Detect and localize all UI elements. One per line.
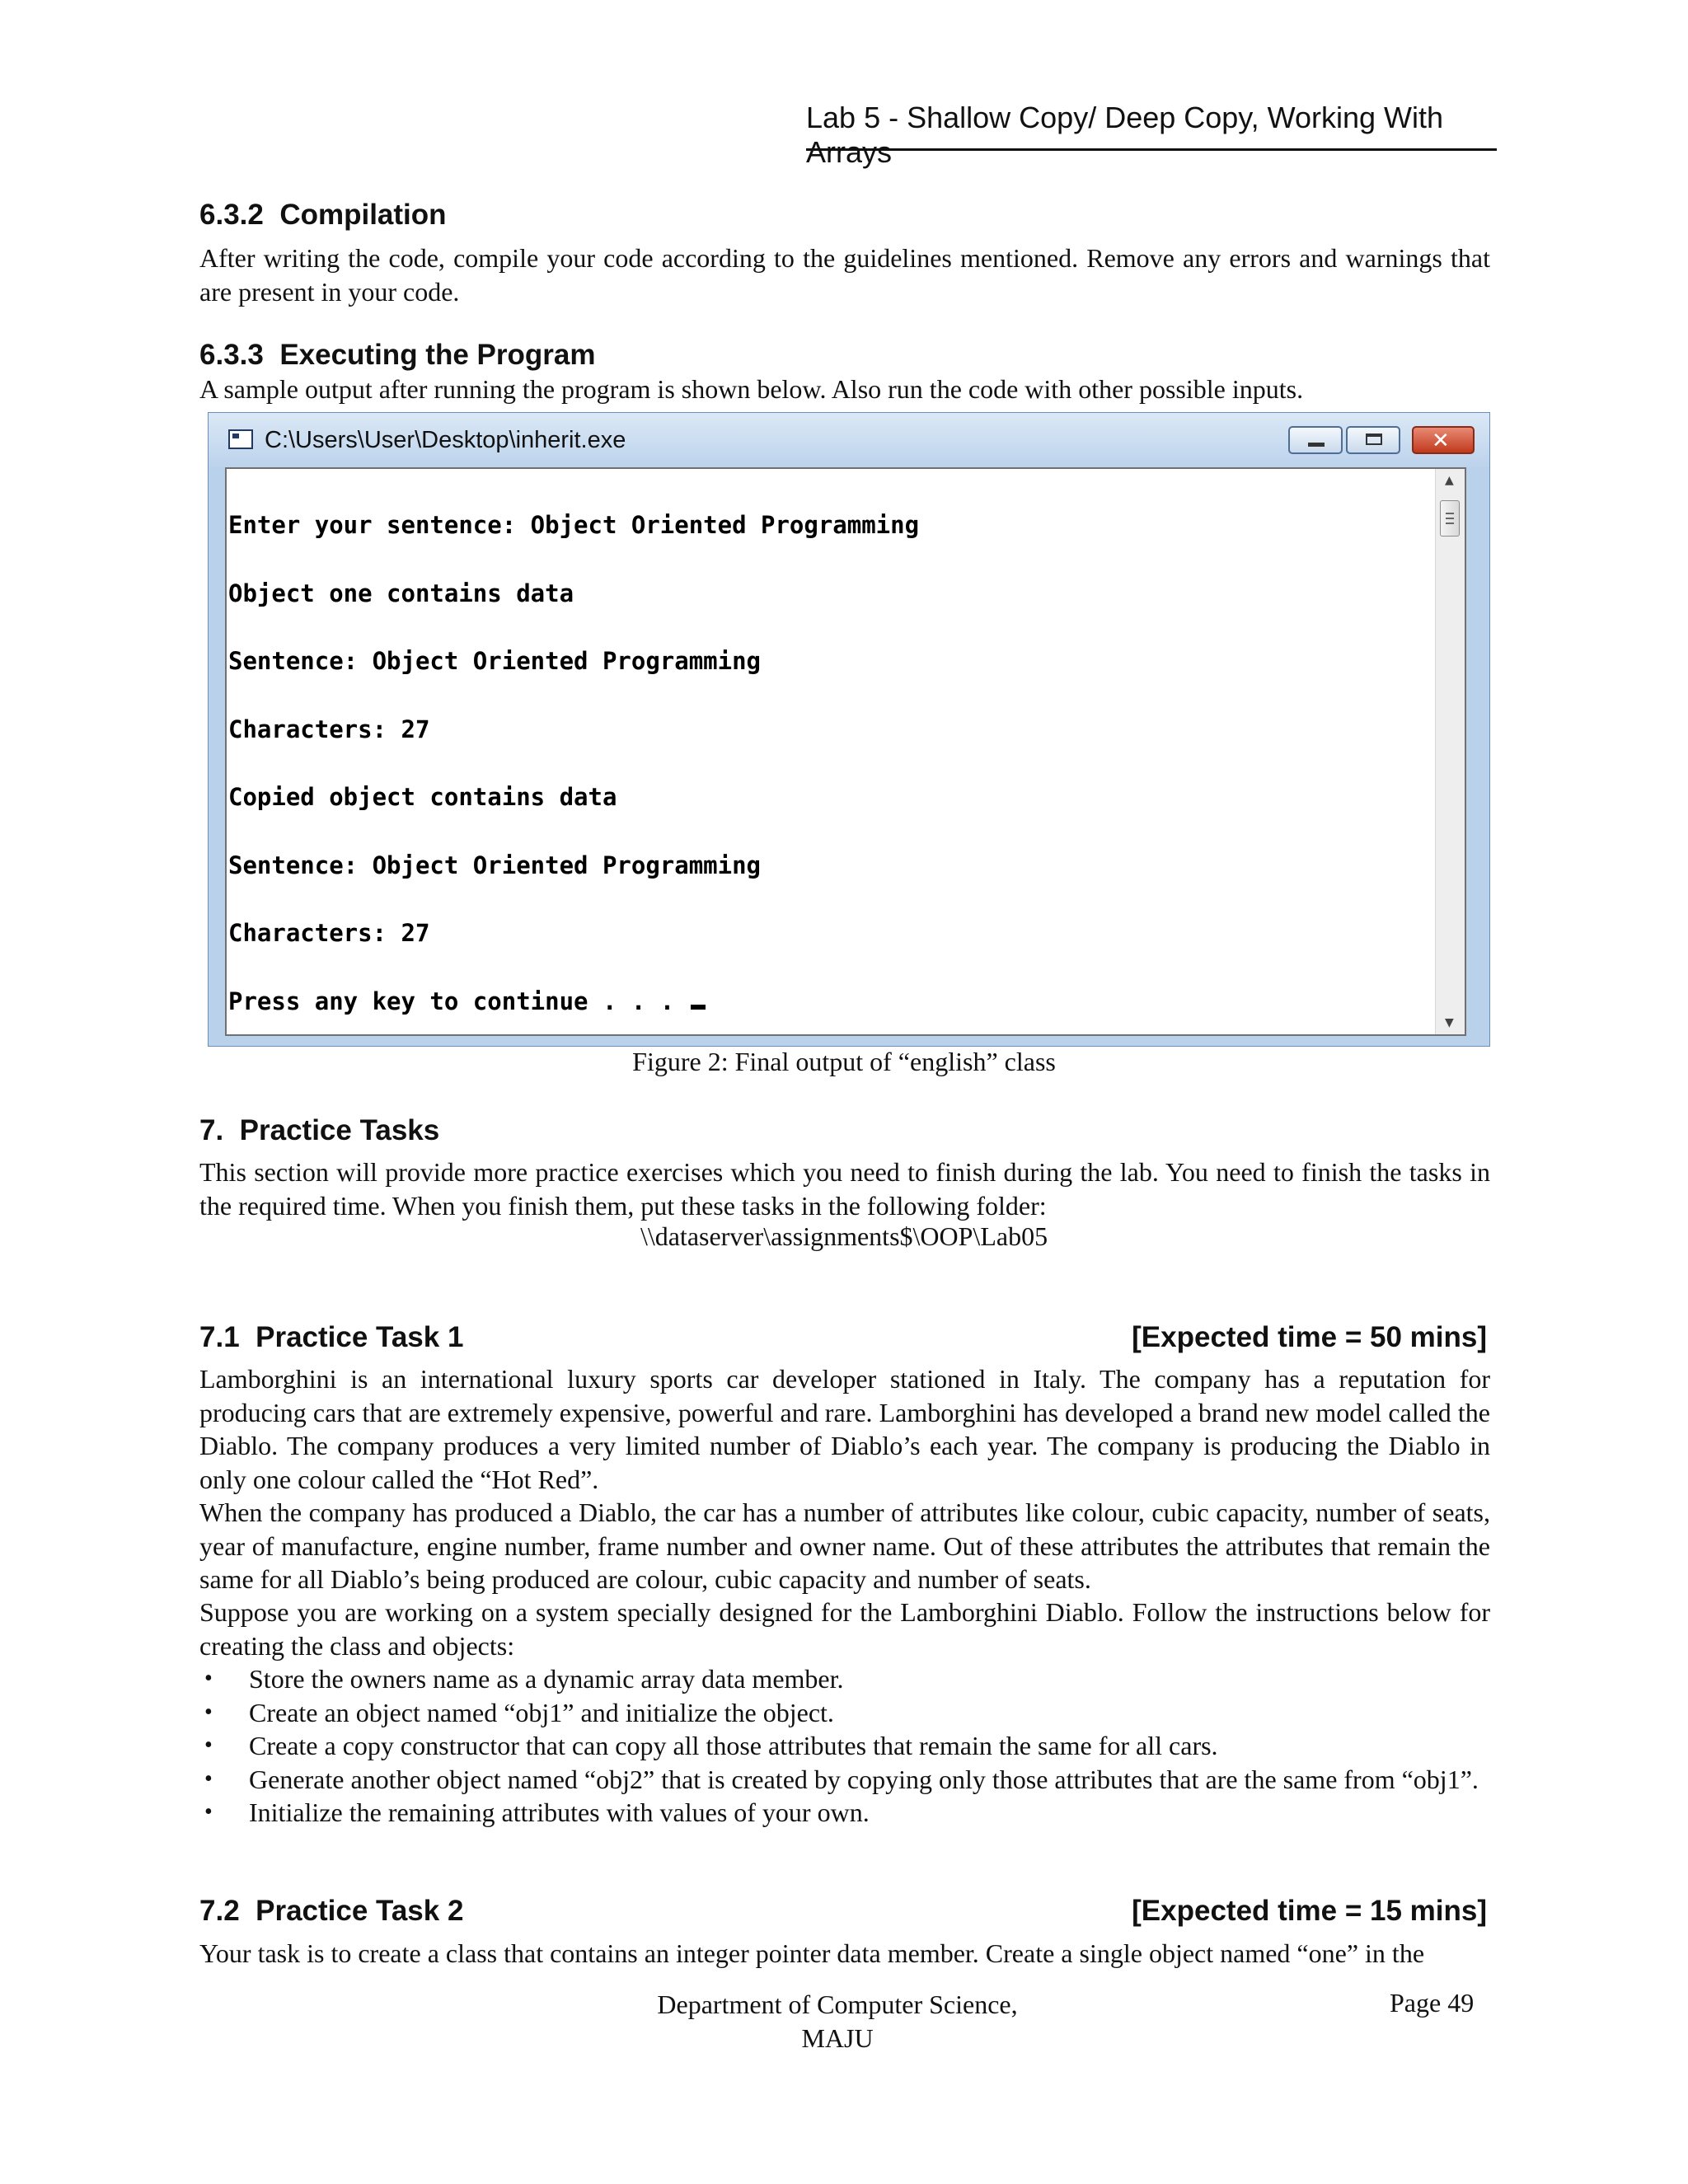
list-item-text: Create a copy constructor that can copy all those attributes that remain the same for all cars. [249,1731,1218,1760]
section-number: 6.3.3 [199,339,264,371]
bullet-icon: • [204,1799,213,1825]
console-title: C:\Users\User\Desktop\inherit.exe [265,427,626,453]
running-header [806,97,1497,169]
scroll-down-arrow-icon[interactable]: ▼ [1445,1016,1454,1029]
task1-paragraph-1: Lamborghini is an international luxury sports car developer stationed in Italy. The company has a reputation for producing cars that are extremely expensive, powerful and rare. Lamborghini has developed a brand new model called the Diablo. The company produces a very limited number of Diablo’s each year. The company is producing the Diablo in only one colour called the “Hot Red”. [199,1364,1490,1494]
console-lines [228,469,919,1058]
bullet-icon: • [204,1732,213,1758]
console-line: Characters: 27 [228,919,430,947]
task1-paragraph-3: Suppose you are working on a system specially designed for the Lamborghini Diablo. Follow the instructions below for creating the class and objects: [199,1597,1490,1661]
section-number: 6.3.2 [199,199,264,231]
footer-dept-line1: Department of Computer Science, [657,1990,1018,2019]
minimize-button[interactable] [1288,426,1343,454]
section-heading-7-2 [199,1895,463,1928]
scrollbar-thumb[interactable] [1440,500,1460,537]
list-item-text: Store the owners name as a dynamic array data member. [249,1664,844,1694]
section-heading-7 [199,1114,439,1147]
figure-caption: Figure 2: Final output of “english” class [632,1047,1056,1076]
bullet-icon: • [204,1699,213,1725]
console-line-last [228,987,919,1015]
console-line: Object one contains data [228,579,574,607]
expected-time-task2: [Expected time = 15 mins] [1132,1895,1487,1927]
list-item [199,1696,1490,1730]
task1-paragraph-2: When the company has produced a Diablo, the car has a number of attributes like colour, cubic capacity, number of seats, year of manufacture, engine number, frame number and owner name. Out of these attributes the attributes that remain the same for all Diablo’s being produced are colour, cubic capacity and number of seats. [199,1497,1490,1594]
bullet-icon: • [204,1666,213,1691]
grip-line [1446,513,1454,514]
console-line: Sentence: Object Oriented Programming [228,851,762,879]
bullet-icon: • [204,1765,213,1792]
close-button[interactable] [1412,426,1475,454]
section-heading-6-3-3 [199,339,595,372]
section-title: Practice Task 2 [256,1895,464,1927]
section-heading-7-1 [199,1321,463,1354]
section-number: 7. [199,1114,224,1146]
list-item [199,1796,1490,1830]
minimize-icon [1308,443,1325,447]
console-titlebar [209,413,1489,467]
grip-line [1446,523,1454,524]
folder-path: \\dataserver\assignments$\OOP\Lab05 [640,1221,1048,1251]
header-title: Lab 5 - Shallow Copy/ Deep Copy, Working With Arrays [806,101,1444,169]
footer-dept-line2: MAJU [801,2022,874,2053]
paragraph-practice-tasks: This section will provide more practice exercises which you need to finish during the lab. You need to finish the tasks in the required time. When you finish them, put these tasks in the following folder: [199,1157,1490,1221]
maximize-icon [1366,434,1382,445]
console-line: Enter your sentence: Object Oriented Programming [228,511,920,539]
section-title: Executing the Program [279,339,596,371]
list-item-text: Initialize the remaining attributes with values of your own. [249,1797,870,1827]
list-item-text: Generate another object named “obj2” that is created by copying only those attributes that are the same from “obj1”. [249,1764,1479,1794]
console-app-icon [228,429,253,449]
console-line: Characters: 27 [228,715,430,743]
scroll-up-arrow-icon[interactable]: ▲ [1445,474,1454,487]
vertical-scrollbar[interactable] [1435,469,1465,1034]
cursor-icon [691,1005,706,1010]
console-line: Copied object contains data [228,783,617,811]
console-output-area[interactable] [225,467,1466,1036]
task2-paragraph: Your task is to create a class that contains an integer pointer data member. Create a single object named “one” in the [199,1938,1425,1968]
section-title: Compilation [279,199,447,231]
console-window-figure [208,412,1490,1047]
list-item [199,1729,1490,1763]
console-line: Press any key to continue . . . [228,987,689,1015]
paragraph-compilation: After writing the code, compile your code according to the guidelines mentioned. Remove any errors and warnings that are present in your code. [199,243,1490,307]
grip-line [1446,518,1454,519]
section-heading-6-3-2 [199,199,447,232]
section-title: Practice Task 1 [256,1321,464,1353]
console-line: Sentence: Object Oriented Programming [228,647,762,675]
maximize-button[interactable] [1346,426,1400,454]
task1-bullet-list [199,1662,1490,1830]
section-title: Practice Tasks [239,1114,440,1146]
list-item-text: Create an object named “obj1” and initialize the object. [249,1697,834,1727]
section-number: 7.2 [199,1895,240,1927]
list-item [199,1662,1490,1696]
list-item [199,1763,1490,1797]
paragraph-executing: A sample output after running the program is shown below. Also run the code with other possible inputs. [199,374,1304,404]
page-number: Page 49 [1390,1988,1475,2018]
section-number: 7.1 [199,1321,240,1353]
expected-time-task1: [Expected time = 50 mins] [1132,1321,1487,1353]
close-icon: ✕ [1432,429,1450,453]
